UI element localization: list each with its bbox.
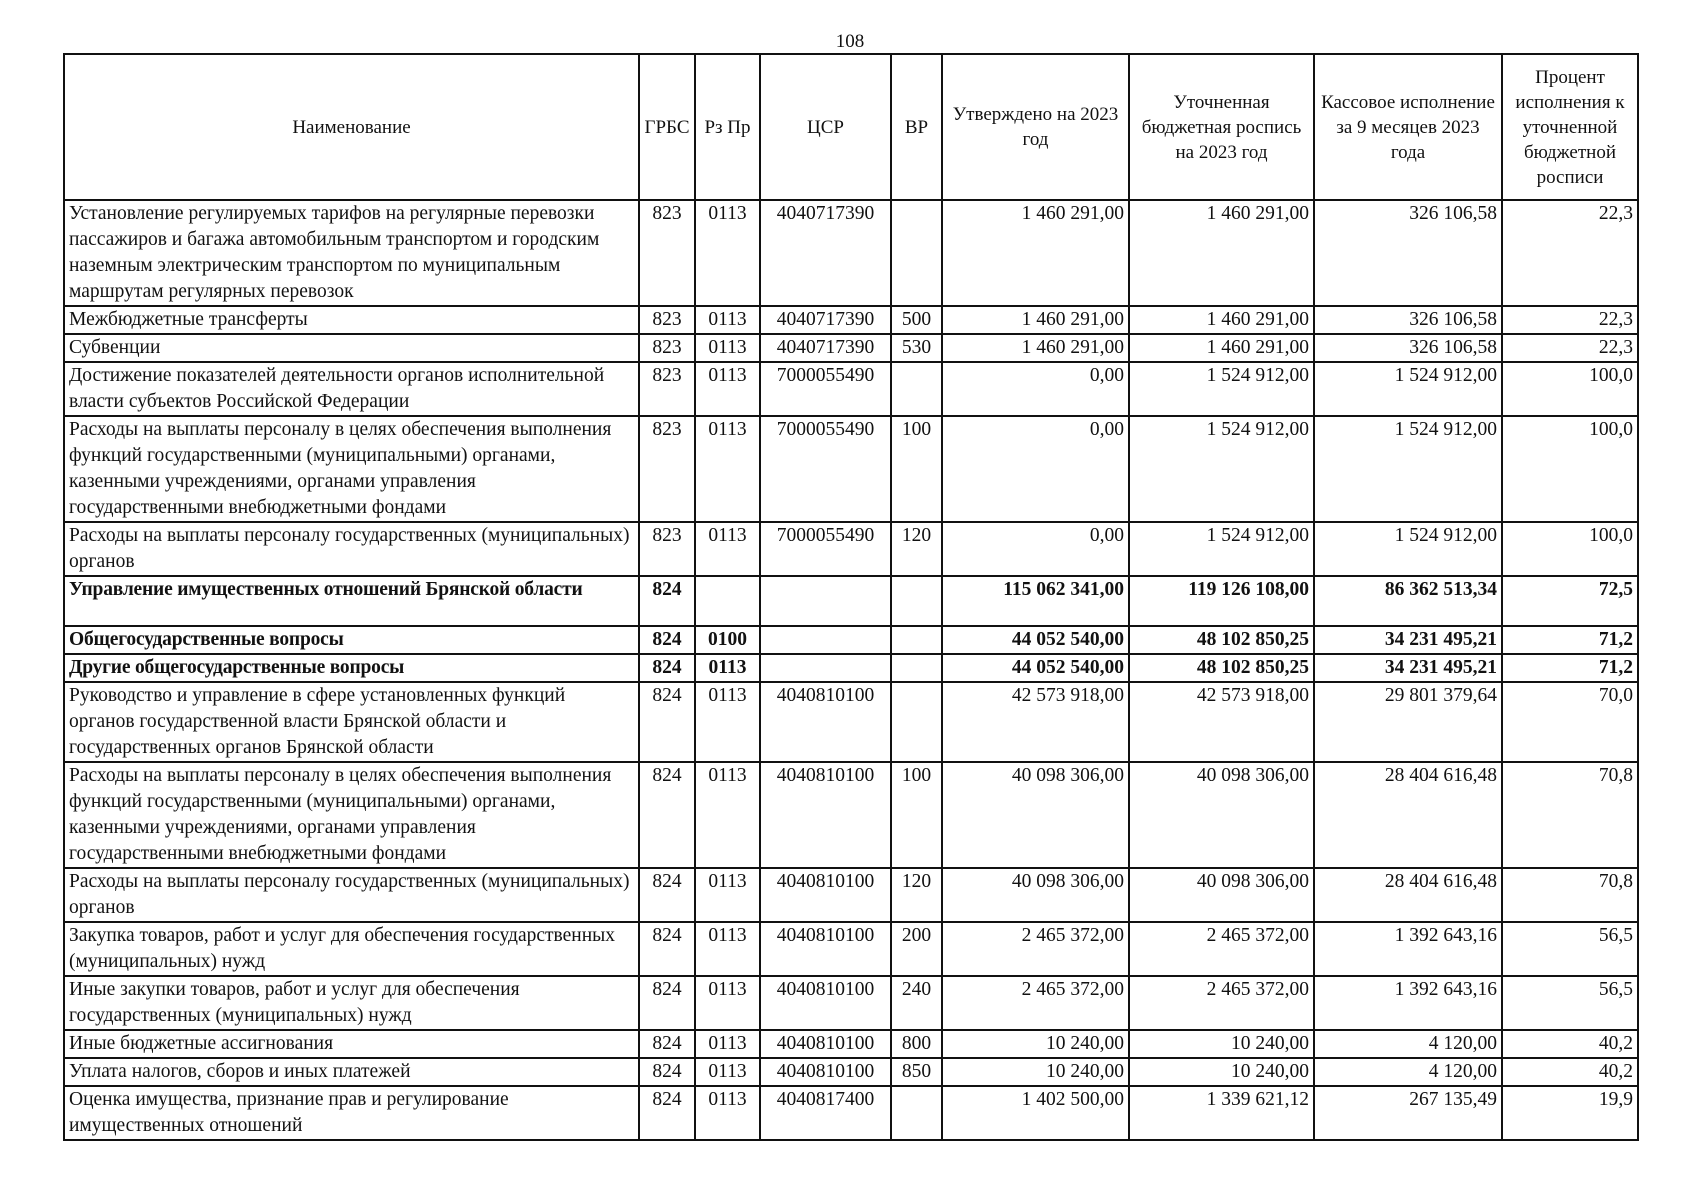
cell-percent: 70,0 [1502, 682, 1638, 762]
cell-rzpr [695, 576, 760, 626]
cell-cash: 29 801 379,64 [1314, 682, 1502, 762]
header-grbs: ГРБС [639, 54, 695, 200]
cell-refined: 1 460 291,00 [1129, 306, 1314, 334]
cell-vr [891, 200, 942, 306]
cell-refined: 2 465 372,00 [1129, 976, 1314, 1030]
cell-name: Оценка имущества, признание прав и регулирование имущественных отношений [64, 1086, 639, 1140]
cell-refined: 1 524 912,00 [1129, 416, 1314, 522]
cell-refined: 10 240,00 [1129, 1058, 1314, 1086]
cell-name: Межбюджетные трансферты [64, 306, 639, 334]
cell-percent: 22,3 [1502, 200, 1638, 306]
header-name: Наименование [64, 54, 639, 200]
cell-percent: 19,9 [1502, 1086, 1638, 1140]
cell-name: Руководство и управление в сфере установленных функций органов государственной власти Брянской области и государственных органов Брянской области [64, 682, 639, 762]
cell-approved: 1 460 291,00 [942, 334, 1129, 362]
cell-cash: 34 231 495,21 [1314, 626, 1502, 654]
table-row [64, 306, 1638, 334]
cell-cash: 4 120,00 [1314, 1030, 1502, 1058]
cell-name: Расходы на выплаты персоналу государственных (муниципальных) органов [64, 868, 639, 922]
cell-rzpr: 0113 [695, 868, 760, 922]
cell-percent: 22,3 [1502, 334, 1638, 362]
cell-grbs: 824 [639, 762, 695, 868]
cell-vr: 240 [891, 976, 942, 1030]
header-vr: ВР [891, 54, 942, 200]
cell-csr [760, 626, 891, 654]
cell-csr: 7000055490 [760, 362, 891, 416]
cell-grbs: 824 [639, 1058, 695, 1086]
cell-rzpr: 0113 [695, 1058, 760, 1086]
cell-name: Достижение показателей деятельности органов исполнительной власти субъектов Российской Федерации [64, 362, 639, 416]
cell-approved: 2 465 372,00 [942, 922, 1129, 976]
cell-grbs: 824 [639, 576, 695, 626]
header-rzpr: Рз Пр [695, 54, 760, 200]
cell-name: Установление регулируемых тарифов на регулярные перевозки пассажиров и багажа автомобильным транспортом и городским наземным электрическим транспортом по муниципальным маршрутам регулярных перевозок [64, 200, 639, 306]
cell-refined: 1 460 291,00 [1129, 200, 1314, 306]
table-row [64, 416, 1638, 522]
cell-csr: 4040810100 [760, 868, 891, 922]
cell-grbs: 824 [639, 1086, 695, 1140]
cell-cash: 267 135,49 [1314, 1086, 1502, 1140]
cell-percent: 100,0 [1502, 362, 1638, 416]
cell-vr: 200 [891, 922, 942, 976]
cell-percent: 56,5 [1502, 922, 1638, 976]
table-row [64, 1030, 1638, 1058]
cell-csr: 4040810100 [760, 1030, 891, 1058]
cell-csr: 4040810100 [760, 682, 891, 762]
header-percent: Процент исполнения к уточненной бюджетной росписи [1502, 54, 1638, 200]
cell-rzpr: 0113 [695, 362, 760, 416]
cell-grbs: 824 [639, 654, 695, 682]
table-row [64, 200, 1638, 306]
cell-grbs: 824 [639, 682, 695, 762]
cell-vr [891, 1086, 942, 1140]
cell-cash: 28 404 616,48 [1314, 868, 1502, 922]
cell-percent: 56,5 [1502, 976, 1638, 1030]
cell-cash: 86 362 513,34 [1314, 576, 1502, 626]
cell-percent: 70,8 [1502, 762, 1638, 868]
header-refined: Уточненная бюджетная роспись на 2023 год [1129, 54, 1314, 200]
cell-refined: 42 573 918,00 [1129, 682, 1314, 762]
cell-approved: 0,00 [942, 416, 1129, 522]
cell-approved: 44 052 540,00 [942, 626, 1129, 654]
cell-name: Общегосударственные вопросы [64, 626, 639, 654]
cell-refined: 2 465 372,00 [1129, 922, 1314, 976]
cell-name: Другие общегосударственные вопросы [64, 654, 639, 682]
cell-cash: 1 524 912,00 [1314, 362, 1502, 416]
cell-rzpr: 0113 [695, 922, 760, 976]
cell-percent: 40,2 [1502, 1030, 1638, 1058]
cell-vr: 800 [891, 1030, 942, 1058]
cell-percent: 71,2 [1502, 626, 1638, 654]
cell-refined: 48 102 850,25 [1129, 626, 1314, 654]
cell-refined: 119 126 108,00 [1129, 576, 1314, 626]
cell-refined: 1 339 621,12 [1129, 1086, 1314, 1140]
cell-refined: 40 098 306,00 [1129, 762, 1314, 868]
cell-csr: 7000055490 [760, 522, 891, 576]
cell-rzpr: 0113 [695, 522, 760, 576]
cell-refined: 1 460 291,00 [1129, 334, 1314, 362]
cell-cash: 326 106,58 [1314, 306, 1502, 334]
cell-vr: 120 [891, 522, 942, 576]
table-row [64, 1058, 1638, 1086]
cell-grbs: 824 [639, 922, 695, 976]
cell-csr: 4040810100 [760, 1058, 891, 1086]
cell-vr: 850 [891, 1058, 942, 1086]
cell-percent: 100,0 [1502, 416, 1638, 522]
table-row [64, 682, 1638, 762]
table-row [64, 576, 1638, 626]
cell-vr [891, 682, 942, 762]
cell-cash: 1 524 912,00 [1314, 416, 1502, 522]
cell-approved: 115 062 341,00 [942, 576, 1129, 626]
cell-name: Расходы на выплаты персоналу в целях обеспечения выполнения функций государственными (муниципальными) органами, казенными учреждениями, органами управления государственными внебюджетными фондами [64, 416, 639, 522]
cell-percent: 22,3 [1502, 306, 1638, 334]
cell-csr: 4040810100 [760, 762, 891, 868]
table-row [64, 762, 1638, 868]
page-number: 108 [835, 31, 865, 52]
cell-name: Иные бюджетные ассигнования [64, 1030, 639, 1058]
cell-vr [891, 576, 942, 626]
cell-grbs: 823 [639, 522, 695, 576]
cell-csr: 7000055490 [760, 416, 891, 522]
cell-vr [891, 654, 942, 682]
cell-rzpr: 0113 [695, 200, 760, 306]
cell-approved: 40 098 306,00 [942, 762, 1129, 868]
cell-grbs: 824 [639, 1030, 695, 1058]
header-approved: Утверждено на 2023 год [942, 54, 1129, 200]
table-row [64, 922, 1638, 976]
cell-grbs: 824 [639, 976, 695, 1030]
cell-rzpr: 0113 [695, 1030, 760, 1058]
cell-cash: 28 404 616,48 [1314, 762, 1502, 868]
cell-rzpr: 0113 [695, 762, 760, 868]
cell-name: Расходы на выплаты персоналу в целях обеспечения выполнения функций государственными (муниципальными) органами, казенными учреждениями, органами управления государственными внебюджетными фондами [64, 762, 639, 868]
cell-approved: 0,00 [942, 362, 1129, 416]
cell-name: Закупка товаров, работ и услуг для обеспечения государственных (муниципальных) нужд [64, 922, 639, 976]
cell-rzpr: 0113 [695, 306, 760, 334]
cell-refined: 1 524 912,00 [1129, 362, 1314, 416]
cell-csr: 4040717390 [760, 306, 891, 334]
cell-name: Иные закупки товаров, работ и услуг для обеспечения государственных (муниципальных) нужд [64, 976, 639, 1030]
cell-cash: 4 120,00 [1314, 1058, 1502, 1086]
cell-vr: 100 [891, 416, 942, 522]
cell-csr [760, 576, 891, 626]
cell-csr: 4040817400 [760, 1086, 891, 1140]
header-cash: Кассовое исполнение за 9 месяцев 2023 года [1314, 54, 1502, 200]
cell-vr: 530 [891, 334, 942, 362]
cell-rzpr: 0113 [695, 334, 760, 362]
cell-approved: 1 460 291,00 [942, 200, 1129, 306]
cell-grbs: 824 [639, 626, 695, 654]
cell-cash: 1 524 912,00 [1314, 522, 1502, 576]
cell-refined: 48 102 850,25 [1129, 654, 1314, 682]
table-row [64, 334, 1638, 362]
cell-approved: 1 402 500,00 [942, 1086, 1129, 1140]
cell-rzpr: 0113 [695, 654, 760, 682]
cell-csr: 4040717390 [760, 334, 891, 362]
cell-csr [760, 654, 891, 682]
table-row [64, 1086, 1638, 1140]
cell-csr: 4040810100 [760, 976, 891, 1030]
cell-percent: 40,2 [1502, 1058, 1638, 1086]
table-body [64, 200, 1638, 1140]
cell-rzpr: 0113 [695, 416, 760, 522]
cell-csr: 4040717390 [760, 200, 891, 306]
table-row [64, 626, 1638, 654]
cell-approved: 42 573 918,00 [942, 682, 1129, 762]
cell-name: Субвенции [64, 334, 639, 362]
table-row [64, 976, 1638, 1030]
cell-cash: 1 392 643,16 [1314, 922, 1502, 976]
table-row [64, 362, 1638, 416]
cell-approved: 1 460 291,00 [942, 306, 1129, 334]
cell-percent: 72,5 [1502, 576, 1638, 626]
cell-cash: 326 106,58 [1314, 200, 1502, 306]
cell-grbs: 823 [639, 362, 695, 416]
cell-rzpr: 0100 [695, 626, 760, 654]
cell-rzpr: 0113 [695, 682, 760, 762]
cell-approved: 0,00 [942, 522, 1129, 576]
cell-percent: 70,8 [1502, 868, 1638, 922]
table-row [64, 868, 1638, 922]
cell-grbs: 823 [639, 200, 695, 306]
cell-grbs: 824 [639, 868, 695, 922]
cell-vr [891, 362, 942, 416]
cell-name: Управление имущественных отношений Брянской области [64, 576, 639, 626]
table-row [64, 654, 1638, 682]
cell-grbs: 823 [639, 334, 695, 362]
cell-csr: 4040810100 [760, 922, 891, 976]
header-csr: ЦСР [760, 54, 891, 200]
cell-vr: 500 [891, 306, 942, 334]
cell-approved: 10 240,00 [942, 1058, 1129, 1086]
cell-refined: 1 524 912,00 [1129, 522, 1314, 576]
cell-approved: 10 240,00 [942, 1030, 1129, 1058]
budget-execution-table [63, 53, 1639, 1141]
cell-rzpr: 0113 [695, 1086, 760, 1140]
cell-approved: 44 052 540,00 [942, 654, 1129, 682]
cell-name: Расходы на выплаты персоналу государственных (муниципальных) органов [64, 522, 639, 576]
cell-grbs: 823 [639, 306, 695, 334]
cell-approved: 40 098 306,00 [942, 868, 1129, 922]
cell-vr: 120 [891, 868, 942, 922]
cell-approved: 2 465 372,00 [942, 976, 1129, 1030]
cell-name: Уплата налогов, сборов и иных платежей [64, 1058, 639, 1086]
cell-percent: 100,0 [1502, 522, 1638, 576]
table-row [64, 522, 1638, 576]
cell-refined: 10 240,00 [1129, 1030, 1314, 1058]
table-header-row [64, 54, 1638, 200]
cell-vr: 100 [891, 762, 942, 868]
cell-grbs: 823 [639, 416, 695, 522]
cell-cash: 34 231 495,21 [1314, 654, 1502, 682]
cell-cash: 326 106,58 [1314, 334, 1502, 362]
cell-cash: 1 392 643,16 [1314, 976, 1502, 1030]
cell-refined: 40 098 306,00 [1129, 868, 1314, 922]
cell-rzpr: 0113 [695, 976, 760, 1030]
cell-vr [891, 626, 942, 654]
cell-percent: 71,2 [1502, 654, 1638, 682]
